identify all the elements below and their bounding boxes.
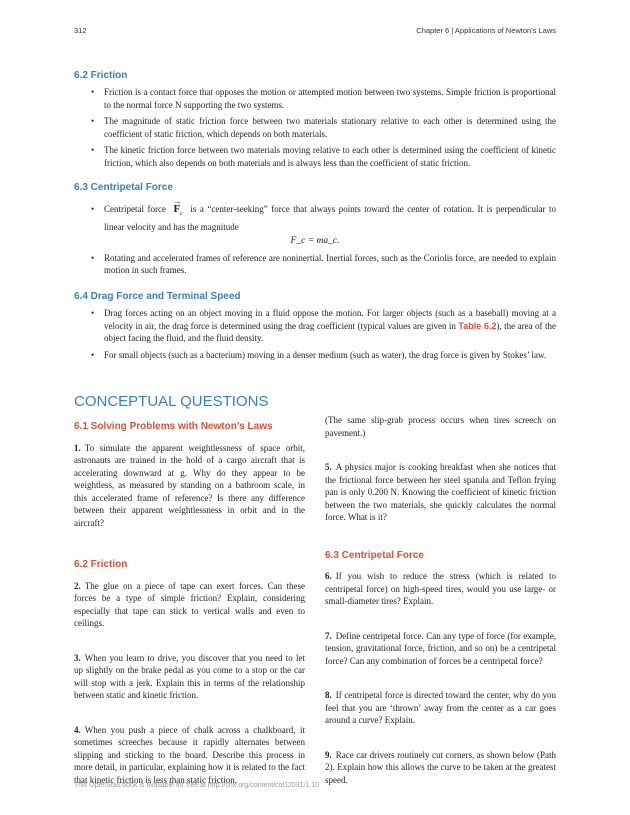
bullet-item: • The kinetic friction force between two materials moving relative to each other is determined using the coefficient of kinetic friction, which also depends on both materials and is always less than the coefficient of static friction. <box>74 144 556 169</box>
bullet-item <box>74 197 556 248</box>
question-3: 3. When you learn to drive, you discover that you need to let up slightly on the brake pedal as you come to a stop or the car will stop with a jerk. Explain this in terms of the relationship between static and kinetic friction. <box>74 652 305 700</box>
drag-bullets <box>74 307 556 365</box>
conceptual-questions-heading: CONCEPTUAL QUESTIONS <box>74 393 269 410</box>
question-7: 7. Define centripetal force. Can any type of force (for example, tension, gravitational force, friction, and so on) be a centripetal force? Can any combination of forces be a centripetal force? <box>325 630 556 666</box>
bullet-item: • Friction is a contact force that opposes the motion or attempted motion between two systems. Simple friction is proportional to the normal force N supporting the two systems. <box>74 86 556 111</box>
table-link[interactable]: Table 6.2 <box>458 320 497 331</box>
right-column <box>325 414 556 808</box>
bullet-item: • For small objects (such as a bacterium) moving in a denser medium (such as water), the drag force is given by Stokes’ law. <box>74 349 556 362</box>
vector-arrow-icon: → <box>173 197 182 206</box>
question-8: 8. If centripetal force is directed toward the center, why do you feel that you are ‘thrown’ away from the center as a car goes around a curve? Explain. <box>325 690 556 725</box>
question-4: 4. When you push a piece of chalk across a chalkboard, it sometimes screeches because it rapidly alternates between slipping and sticking to the board. Describe this process in more detail, in particular, explaining how it is related to the fact that kinetic friction is less than static friction. <box>74 724 305 785</box>
page-footer: This OpenStax book is available for free at http://cnx.org/content/col12031/1.10 <box>74 782 320 789</box>
left-column <box>74 421 305 808</box>
section-heading-friction: 6.2 Friction <box>74 70 128 81</box>
bullet-item: • Rotating and accelerated frames of reference are noninertial. Inertial forces, such as the Coriolis force, are needed to explain motion in such frames. <box>74 252 556 277</box>
bullet-text: Centripetal force <box>104 204 166 214</box>
equation: F_c = ma_c. <box>290 236 340 247</box>
question-2: 2. The glue on a piece of tape can exert forces. Can these forces be a type of simple friction? Explain, considering especially that tape can stick to vertical walls and even to ceilings. <box>74 580 305 628</box>
section-heading-drag: 6.4 Drag Force and Terminal Speed <box>74 291 241 302</box>
bullet-text: is a “center-seeking” force that always points toward the center of rotation. It is perpendicular to linear velocity and has the magnitude <box>104 204 556 232</box>
subsection-heading: 6.3 Centripetal Force <box>325 549 424 561</box>
question-9: 9. Race car drivers routinely cut corners, as shown below (Path 2). Explain how this allows the curve to be taken at the greatest speed. <box>325 749 556 785</box>
page-number: 312 <box>74 26 87 35</box>
question-6: 6. If you wish to reduce the stress (which is related to centripetal force) on high-speed tires, would you use large- or small-diameter tires? Explain. <box>325 571 556 606</box>
question-4-continued: (The same slip-grab process occurs when tires screech on pavement.) <box>325 415 556 438</box>
bullet-item: • The magnitude of static friction force between two materials stationary relative to each other is determined using the coefficient of static friction, which depends on both materials. <box>74 115 556 140</box>
force-vector-symbol: → $F_c$ <box>173 197 183 218</box>
chapter-title: Chapter 6 | Applications of Newton's Laws <box>416 26 556 35</box>
question-5: 5. A physics major is cooking breakfast when she notices that the frictional force between her steel spatula and Teflon frying pan is only 0.200 N. Knowing the coefficient of kinetic friction between the two materials, she quickly calculates the normal force. What is it? <box>325 462 556 522</box>
question-1: 1. To simulate the apparent weightlessness of space orbit, astronauts are trained in the hold of a cargo aircraft that is accelerating downward at g. Why do they appear to be weightless, as measured by standing on a bathroom scale, in this accelerated frame of reference? Is there any difference between their apparent weightlessness in orbit and in the aircraft? <box>74 442 305 528</box>
subsection-heading: 6.2 Friction <box>74 559 128 570</box>
bullet-item: • Drag forces acting on an object moving in a fluid oppose the motion. For larger objects (such as a baseball) moving at a velocity in air, the drag force is determined using the drag coefficient (typical values are given in Table 6.2), the area of the object facing the fluid, and the fluid density. <box>74 307 556 345</box>
centripetal-bullets <box>74 197 556 281</box>
friction-bullets <box>74 86 556 173</box>
section-heading-centripetal: 6.3 Centripetal Force <box>74 182 173 193</box>
subsection-heading: 6.1 Solving Problems with Newton’s Laws <box>74 421 273 432</box>
